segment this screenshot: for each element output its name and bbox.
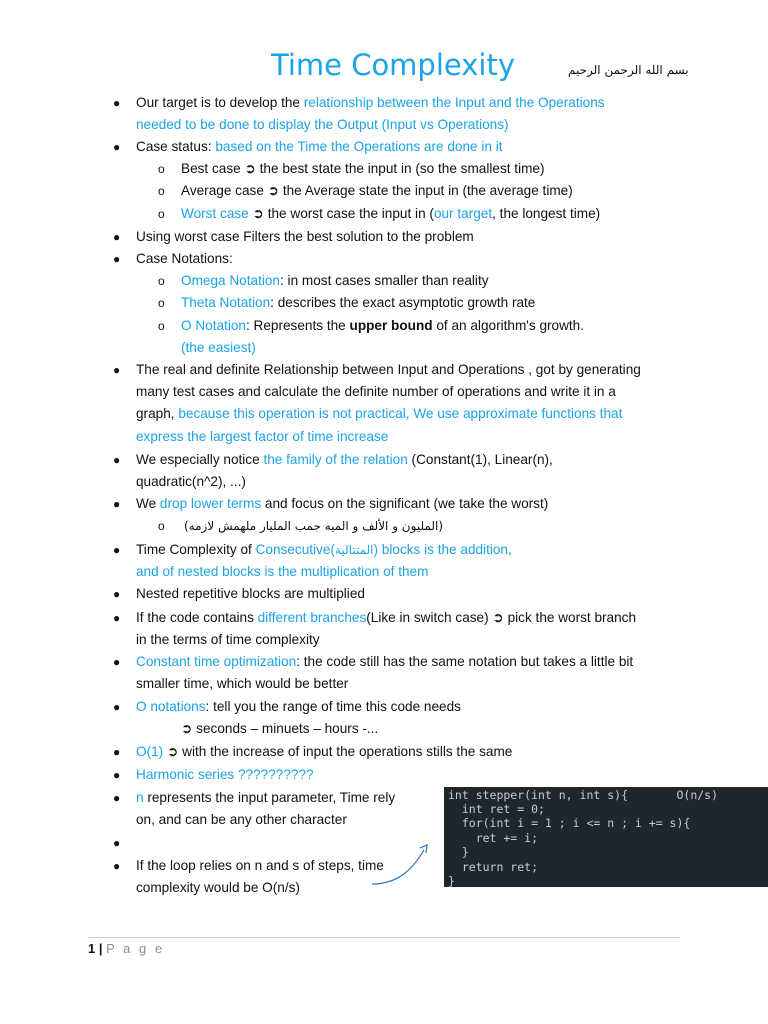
sub-bullet-icon: o <box>158 207 165 221</box>
list-item: If the loop relies on n and s of steps, time <box>136 858 384 873</box>
arrow-icon: ➲ <box>166 744 179 759</box>
list-item: Time Complexity of Consecutive(المتتالية) blocks is the addition, <box>136 542 512 557</box>
sub-bullet-icon: o <box>158 184 165 198</box>
arrow-icon: ➲ <box>181 721 193 736</box>
list-item-continuation: quadratic(n^2), ...) <box>136 474 246 489</box>
list-item-continuation: complexity would be O(n/s) <box>136 880 300 895</box>
list-item: n represents the input parameter, Time rely <box>136 790 396 805</box>
bullet-icon: ● <box>113 230 121 244</box>
bullet-icon: ● <box>113 453 121 467</box>
bullet-icon: ● <box>113 791 121 805</box>
sub-list-item: Worst case ➲ the worst case the input in (our target, the longest time) <box>181 206 601 221</box>
list-item: O notations: tell you the range of time this code needs <box>136 699 461 714</box>
code-line: ret += i; <box>448 831 539 845</box>
sub-bullet-icon: o <box>158 319 165 333</box>
list-item: We especially notice the family of the relation (Constant(1), Linear(n), <box>136 452 553 467</box>
list-item-continuation: and of nested blocks is the multiplication of them <box>136 564 429 579</box>
sub-list-item: Theta Notation: describes the exact asymptotic growth rate <box>181 295 536 310</box>
list-item: The real and definite Relationship between Input and Operations , got by generating <box>136 362 641 377</box>
sub-list-item-continuation: (the easiest) <box>181 340 256 355</box>
page-number: 1 <box>88 941 96 956</box>
code-block <box>444 787 768 887</box>
bullet-icon: ● <box>113 587 121 601</box>
list-item-continuation: many test cases and calculate the definite number of operations and write it in a <box>136 384 616 399</box>
list-item-continuation: in the terms of time complexity <box>136 632 320 647</box>
list-item-continuation: express the largest factor of time increase <box>136 429 389 444</box>
code-line: int stepper(int n, int s){ O(n/s) <box>448 788 719 802</box>
bullet-icon: ● <box>113 611 121 625</box>
list-item-continuation: on, and can be any other character <box>136 812 347 827</box>
page-title: Time Complexity <box>271 48 515 82</box>
sub-list-item: Average case ➲ the Average state the input in (the average time) <box>181 183 573 198</box>
sub-list-item: Omega Notation: in most cases smaller than reality <box>181 273 489 288</box>
list-item: Case Notations: <box>136 251 233 266</box>
list-item-continuation: needed to be done to display the Output (Input vs Operations) <box>136 117 509 132</box>
bullet-icon: ● <box>113 768 121 782</box>
sub-bullet-icon: o <box>158 519 165 533</box>
sub-bullet-icon: o <box>158 296 165 310</box>
code-line: for(int i = 1 ; i <= n ; i += s){ <box>448 816 691 830</box>
arrow-icon: ➲ <box>244 161 256 176</box>
sub-bullet-icon: o <box>158 274 165 288</box>
list-item: Constant time optimization: the code still has the same notation but takes a little bit <box>136 654 634 669</box>
list-item-continuation: ➲ seconds – minuets – hours -... <box>181 721 379 736</box>
sub-list-item: O Notation: Represents the upper bound of an algorithm's growth. <box>181 318 585 333</box>
curved-arrow-icon <box>368 840 434 890</box>
list-item: Harmonic series ?????????? <box>136 767 314 782</box>
arrow-icon: ➲ <box>492 610 504 625</box>
list-item: Nested repetitive blocks are multiplied <box>136 586 365 601</box>
bullet-icon: ● <box>113 363 121 377</box>
sub-bullet-icon: o <box>158 162 165 176</box>
arrow-icon: ➲ <box>267 183 280 198</box>
bullet-icon: ● <box>113 700 121 714</box>
code-line: int ret = 0; <box>448 802 545 816</box>
code-line: } <box>448 874 455 887</box>
list-item: Using worst case Filters the best solution to the problem <box>136 229 474 244</box>
list-item: If the code contains different branches(Like in switch case) ➲ pick the worst branch <box>136 610 637 625</box>
arrow-icon: ➲ <box>252 206 264 221</box>
bullet-icon: ● <box>113 836 121 850</box>
page-footer <box>88 941 165 956</box>
bullet-icon: ● <box>113 745 121 759</box>
bullet-icon: ● <box>113 96 121 110</box>
page-separator: | <box>98 941 103 956</box>
bullet-icon: ● <box>113 859 121 873</box>
list-item: Our target is to develop the relationship between the Input and the Operations <box>136 95 605 110</box>
bullet-icon: ● <box>113 140 121 154</box>
bullet-icon: ● <box>113 543 121 557</box>
arabic-heading: بسم الله الرحمن الرحيم <box>568 63 689 77</box>
bullet-icon: ● <box>113 252 121 266</box>
bullet-icon: ● <box>113 497 121 511</box>
list-item: We drop lower terms and focus on the significant (we take the worst) <box>136 496 549 511</box>
list-item: Case status: based on the Time the Operations are done in it <box>136 139 503 154</box>
list-item-continuation: graph, because this operation is not practical, We use approximate functions that <box>136 406 623 421</box>
page-label: P a g e <box>106 941 165 956</box>
list-item-continuation: smaller time, which would be better <box>136 676 349 691</box>
sub-list-item-arabic: (المليون و الألف و الميه جمب المليار ملهمش لازمه) <box>184 519 444 533</box>
code-line: } <box>448 845 469 859</box>
footer-divider <box>88 937 680 938</box>
list-item: O(1) ➲ with the increase of input the operations stills the same <box>136 744 513 759</box>
code-line: return ret; <box>448 860 539 874</box>
bullet-icon: ● <box>113 655 121 669</box>
sub-list-item: Best case ➲ the best state the input in (so the smallest time) <box>181 161 545 176</box>
